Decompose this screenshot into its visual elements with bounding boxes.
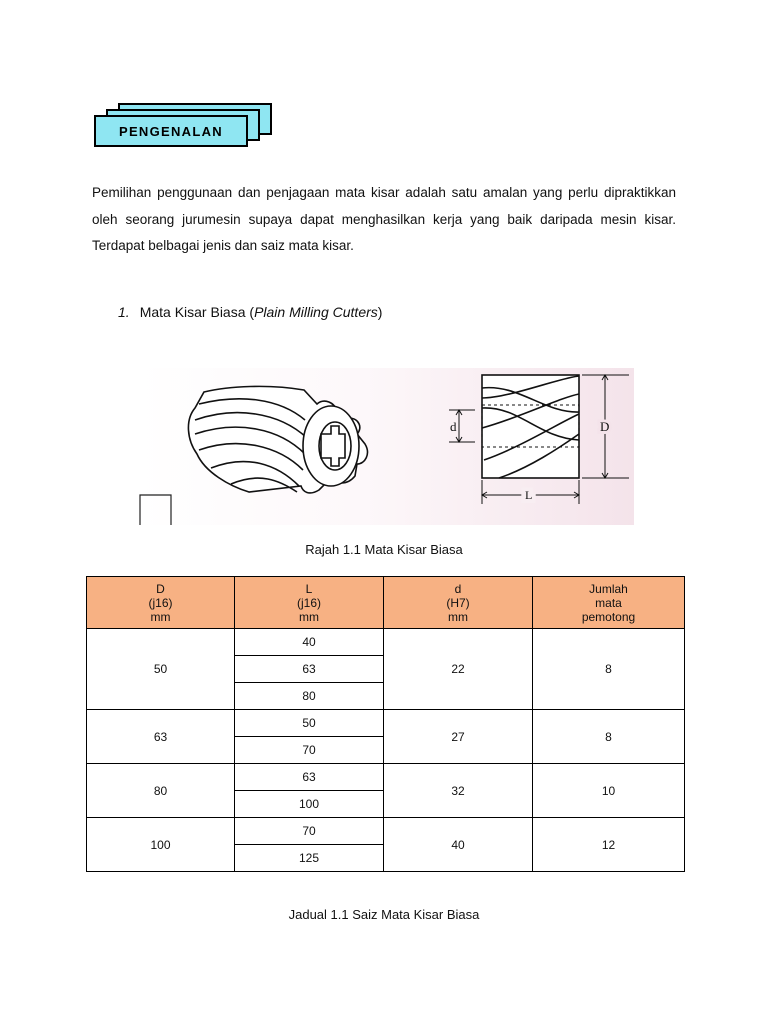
header-D: D (j16) mm xyxy=(87,577,235,629)
section-title: PENGENALAN xyxy=(118,123,223,139)
plain-milling-cutter-figure xyxy=(139,368,634,525)
header-teeth: Jumlah mata pemotong xyxy=(533,577,685,629)
table-row xyxy=(87,818,685,845)
cell-L: 40 xyxy=(235,629,384,656)
cell-D: 50 xyxy=(87,629,235,710)
table-header-row xyxy=(87,577,685,629)
item-number: 1. xyxy=(118,304,130,320)
cutter-size-table xyxy=(86,576,685,872)
cell-D: 63 xyxy=(87,710,235,764)
table-row xyxy=(87,710,685,737)
dim-label-length: L xyxy=(525,488,533,502)
banner-front-plate xyxy=(94,115,248,147)
cell-teeth: 8 xyxy=(533,629,685,710)
cell-D: 80 xyxy=(87,764,235,818)
cell-teeth: 8 xyxy=(533,710,685,764)
cell-D: 100 xyxy=(87,818,235,872)
cell-L: 50 xyxy=(235,710,384,737)
item-title: Mata Kisar Biasa ( xyxy=(139,304,255,320)
intro-paragraph: Pemilihan penggunaan dan penjagaan mata kisar adalah satu amalan yang perlu dipraktikkan oleh seorang jurumesin supaya dapat menghasilkan kerja yang baik daripada mesin kisar. Terdapat belbagai jenis dan saiz mata kisar. xyxy=(92,185,676,253)
figure-caption: Rajah 1.1 Mata Kisar Biasa xyxy=(305,542,463,557)
cell-d: 40 xyxy=(384,818,533,872)
cell-L: 63 xyxy=(235,656,384,683)
table-caption: Jadual 1.1 Saiz Mata Kisar Biasa xyxy=(288,907,480,922)
cell-d: 22 xyxy=(384,629,533,710)
item-heading xyxy=(118,304,382,320)
cell-teeth: 12 xyxy=(533,818,685,872)
cell-d: 27 xyxy=(384,710,533,764)
cell-L: 70 xyxy=(235,737,384,764)
dim-label-large-d: D xyxy=(600,419,610,434)
item-title-english: Plain Milling Cutters xyxy=(254,304,378,320)
cell-L: 125 xyxy=(235,845,384,872)
cell-L: 70 xyxy=(235,818,384,845)
cell-L: 63 xyxy=(235,764,384,791)
header-L: L (j16) mm xyxy=(235,577,384,629)
cell-teeth: 10 xyxy=(533,764,685,818)
table-row xyxy=(87,629,685,656)
item-title-close: ) xyxy=(377,304,383,320)
dim-label-small-d: d xyxy=(450,419,457,434)
cell-d: 32 xyxy=(384,764,533,818)
section-banner xyxy=(92,101,277,151)
table-row xyxy=(87,764,685,791)
cell-L: 80 xyxy=(235,683,384,710)
header-d: d (H7) mm xyxy=(384,577,533,629)
cell-L: 100 xyxy=(235,791,384,818)
